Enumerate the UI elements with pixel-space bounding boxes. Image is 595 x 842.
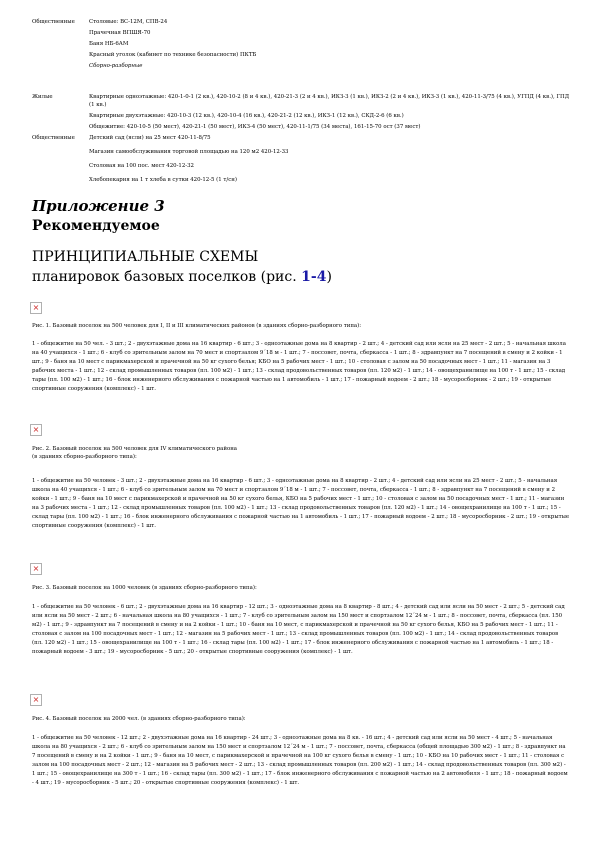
row-category: Общественные [32, 19, 75, 25]
subheading-close: ) [326, 269, 332, 285]
appendix-title: Приложение 3 [32, 197, 165, 215]
figure-caption [32, 445, 567, 461]
table-line: Квартирные двухэтажные: 420-10-3 (12 кв.), 420-10-4 (16 кв.), 420-21-2 (12 кв.), ИКЗ-1 (12 кв.), СКД-2-6 (6 кв.) [89, 113, 404, 119]
table-line: Баня НБ-6АМ [89, 41, 129, 47]
figure-caption: Рис. 4. Базовый поселок на 2000 чел. (в зданиях сборно-разборного типа): [32, 716, 246, 722]
building-types-table [32, 18, 572, 187]
table-line: Хлебопекарня на 1 т хлеба в сутки 420-12-5 (1 т/сн) [89, 177, 237, 183]
row-category: Общественные [32, 135, 75, 141]
figure-legend: 1 - общежитие на 50 чел. - 3 шт.; 2 - двухэтажные дома на 16 квартир - 6 шт.; 3 - одноэтажные дома на 8 квартир - 2 шт.; 4 - детский сад или ясли на 25 мест - 2 шт.; 5 - начальная школа на 40 учащихся - 1 шт.; 6 - клуб со зрительным залом на 70 мест и спортзалом 9´18 м - 1 шт.; 7 - поссовет, почта, сберкасса - 1 шт.; 8 - здравпункт на 7 посещений в смену и 2 койки - 1 шт.; 9 - баня на 10 мест с парикмахерской и прачечной на 50 кг сухого белья; КБО на 5 рабочих мест - 1 шт.; 10 - столовая с залом на 50 посадочных мест - 1 шт.; 11 - магазин на 3 рабочих места - 1 шт.; 12 - склад промышленных товаров (пл. 100 м2) - 1 шт.; 13 - склад продовольственных товаров (пл. 120 м2) - 1 шт.; 14 - овощехранилище на 100 т - 1 шт.; 15 - склад тары (пл. 100 м2) - 1 шт.; 16 - блок инженерного обслуживания с пожарной частью на 1 автомобиль - 1 шт.; 17 - пожарный водоем - 2 шт.; 18 - мусоросборник - 2 шт.; 19 - открытые спортивные сооружения (комплекс) - 1 шт. [32, 341, 566, 392]
table-line: Магазин самообслуживания торговой площадью на 120 м2 420-12-33 [89, 149, 289, 155]
figure-legend: 1 - общежитие на 50 человек - 12 шт.; 2 - двухэтажные дома на 16 квартир - 24 шт.; 3 - одноэтажные дома на 8 кв. - 16 шт.; 4 - детский сад или ясли на 50 мест - 4 шт.; 5 - начальная школа на 80 учащихся - 2 шт.; 6 - клуб со зрительным залом на 150 мест и спортзалом 12´24 м - 1 шт.; 7 - поссовет, почта, сберкасса (общей площадью 300 м2) - 1 шт.; 8 - здравпункт на 7 посещений в смену и на 2 койки - 1 шт.; 9 - баня на 10 мест, с парикмахерской и прачечной на 100 кг сухого белья в смену - 1 шт.; 10 - КБО на 10 рабочих мест - 1 шт.; 11 - столовая с залом на 100 посадочных мест - 2 шт.; 12 - магазин на 5 рабочих мест - 2 шт.; 13 - склад промышленных товаров (пл. 200 м2) - 1 шт.; 14 - склад продовольственных товаров (пл. 300 м2) - 1 шт.; 15 - овощехранилище на 300 т - 1 шт.; 16 - склад тары (пл. 300 м2) - 1 шт.; 17 - блок инженерного обслуживания с пожарной частью на 2 автомобиля - 1 шт.; 18 - пожарный водоем - 4 шт.; 19 - мусоросборник - 5 шт.; 20 - открытые спортивные сооружения (комплекс) - 1 шт. [32, 735, 568, 786]
broken-image-icon: × [30, 424, 42, 436]
table-line: Сборно-разборные [89, 63, 143, 69]
table-line: Прачечная ВПШЯ-70 [89, 30, 151, 36]
caption-line: Рис. 2. Базовый поселок на 500 человек для IV климатического района [32, 446, 238, 452]
table-line: Квартирные одноэтажные: 420-1-0-1 (2 кв.), 420-10-2 (8 и 4 кв.), 420-21-3 (2 и 4 кв.), ИКЗ-3 (1 кв.), ИКЗ-2 (2 и 4 кв.), ИКЗ-3 (1 кв.), 420-11-3/75 (4 кв.), УГПД (4 кв.), ГПД (1 кв.) [89, 94, 570, 108]
figure-legend: 1 - общежитие на 50 человек - 6 шт.; 2 - двухэтажные дома на 16 квартир - 12 шт.; 3 - одноэтажные дома на 8 квартир - 8 шт.; 4 - детский сад или ясли на 50 мест - 2 шт.; 5 - детский сад или ясли на 50 мест - 2 шт.; 6 - начальная школа на 80 учащихся - 1 шт.; 7 - клуб со зрительным залом на 150 мест и спортзалом 12´24 м - 1 шт.; 8 - поссовет, почта, сберкасса (пл. 150 м2) - 1 шт.; 9 - здравпункт на 7 посещений в смену и на 2 койки - 1 шт.; 10 - баня на 10 мест, с парикмахерской и прачечной на 50 кг сухого белья, КБО на 5 рабочих мест - 1 шт.; 11 - столовая с залом на 100 посадочных мест - 1 шт.; 12 - магазин на 5 рабочих мест - 1 шт.; 13 - склад промышленных товаров (пл. 100 м2) - 1 шт.; 14 - склад продовольственных товаров (пл. 120 м2) - 1 шт.; 15 - овощехранилище на 100 т - 1 шт.; 16 - склад тары (пл. 100 м2) - 1 шт.; 17 - блок инженерного обслуживания с пожарной частью на 1 автомобиль - 1 шт.; 18 - пожарный водоем - 3 шт.; 19 - мусоросборник - 5 шт.; 20 - открытые спортивные сооружения (комплекс) - 1 шт. [32, 604, 565, 655]
figures-link[interactable]: 1-4 [301, 269, 327, 285]
table-row [32, 93, 572, 134]
table-line: Столовая на 100 пос. мест 420-12-32 [89, 163, 194, 169]
broken-image-icon: × [30, 694, 42, 706]
row-content [89, 134, 572, 187]
table-line: Красный уголок (кабинет по технике безопасности) ПКТБ [89, 52, 257, 58]
table-line: Общежитие: 420-10-5 (50 мест), 420-21-1 (50 мест), ИКЗ-4 (50 мест), 420-11-1/75 (34 места), 161-15-70 ост (37 мест) [89, 124, 421, 130]
row-content [89, 93, 572, 134]
section-subheading [32, 269, 332, 285]
subheading-text: планировок базовых поселков (рис. [32, 269, 302, 285]
figure-caption: Рис. 3. Базовый поселок на 1000 человек (в зданиях сборно-разборного типа): [32, 585, 257, 591]
figure-legend: 1 - общежитие на 50 человек - 3 шт.; 2 - двухэтажные дома на 16 квартир - 6 шт.; 3 - одноэтажные дома на 8 квартир - 2 шт.; 4 - детский сад или ясли на 25 мест - 2 шт.; 5 - начальная школа на 40 учащихся - 1 шт.; 6 - клуб со зрительным залом на 70 мест и спортзалом 9´18 м - 1 шт.; 7 - поссовет, почта, сберкасса - 1 шт.; 8 - здравпункт на 7 посещений в смену и 2 койки - 1 шт.; 9 - баня на 10 мест с парикмахерской и прачечной на 50 кг сухого белья, КБО на 5 рабочих мест - 1 шт.; 10 - столовая с залом на 50 посадочных мест - 1 шт.; 11 - магазин на 3 рабочих места - 1 шт.; 12 - склад промышленных товаров (пл. 100 м2) - 1 шт.; 13 - склад продовольственных товаров (пл. 120 м2) - 1 шт.; 14 - овощехранилище на 100 т - 1 шт.; 15 - склад тары (пл. 100 м2) - 1 шт.; 16 - блок инженерного обслуживания с пожарной частью на 1 автомобиль - 1 шт.; 17 - пожарный водоем - 2 шт.; 18 - мусоросборник - 2 шт.; 19 - открытые спортивные сооружения (комплекс) - 1 шт. [32, 478, 570, 529]
table-line: Детский сад (ясли) на 25 мест 420-11-8/75 [89, 135, 211, 141]
broken-image-icon: × [30, 563, 42, 575]
row-category: Жилые [32, 94, 53, 100]
appendix-status: Рекомендуемое [32, 218, 160, 234]
broken-image-icon: × [30, 302, 42, 314]
figure-caption: Рис. 1. Базовый поселок на 500 человек для I, II и III климатических районов (в зданиях сборно-разборного типа): [32, 323, 362, 329]
table-row [32, 134, 572, 187]
table-row [32, 18, 572, 93]
section-heading: ПРИНЦИПИАЛЬНЫЕ СХЕМЫ [32, 249, 259, 265]
row-content [89, 18, 572, 93]
caption-line: (в зданиях сборно-разборного типа): [32, 454, 137, 460]
table-line: Столовые: ВС-12М, СПВ-24 [89, 19, 168, 25]
